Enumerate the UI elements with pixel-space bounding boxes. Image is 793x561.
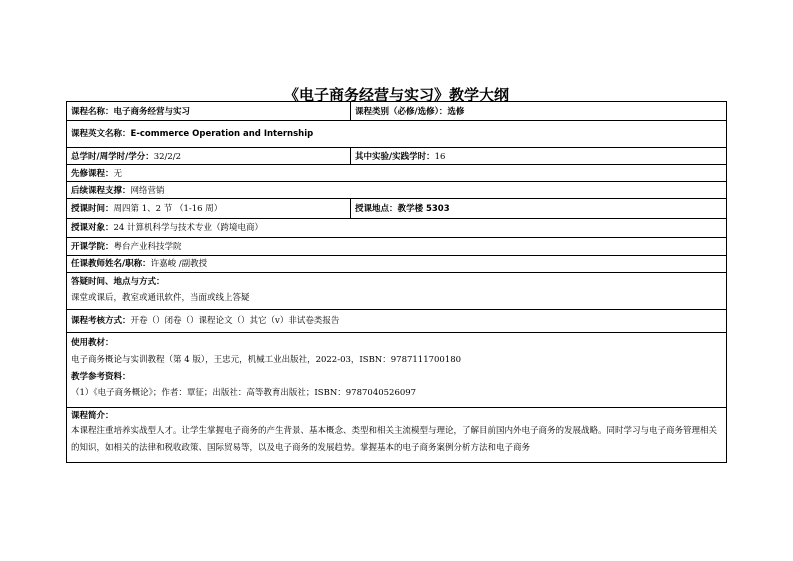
- place-row: 授课地点：教学楼 5303: [355, 204, 450, 214]
- qa-value: 课堂或课后，教室或通讯软件，当面或线上答疑: [71, 293, 250, 303]
- page-title: 《电子商务经营与实习》教学大纲: [283, 86, 509, 104]
- followup-row: 后续课程支撑：网络营销: [71, 186, 165, 196]
- prereq-row: 先修课程：无: [71, 169, 123, 179]
- college-row: 开课学院：粤台产业科技学院: [71, 242, 182, 252]
- references-value: （1）《电子商务概论》；作者：覃征；出版社：高等教育出版社；ISBN：9787040526097: [71, 388, 417, 398]
- time-row: 授课时间：周四第 1、2 节 （1-16 周）: [71, 204, 223, 214]
- course-en-row: 课程英文名称：E-commerce Operation and Internship: [71, 129, 314, 139]
- references-label: 教学参考资料：: [71, 372, 131, 382]
- course-name-row: 课程名称：电子商务经营与实习: [71, 107, 191, 117]
- intro-label: 课程简介：: [71, 411, 114, 421]
- assess-row: 课程考核方式：开卷（）闭卷（）课程论文（）其它（v）非试卷类报告: [71, 316, 340, 326]
- hours-row: 总学时/周学时/学分：32/2/2: [71, 152, 182, 162]
- target-row: 授课对象：24 计算机科学与技术专业（跨境电商）: [71, 223, 264, 233]
- qa-label: 答疑时间、地点与方式：: [71, 277, 165, 287]
- teacher-row: 任课教师姓名/职称：许嘉峻 /副教授: [71, 259, 208, 269]
- textbook-label: 使用教材：: [71, 338, 114, 348]
- course-type-row: 课程类别（必修/选修）：选修: [355, 107, 465, 117]
- syllabus-table: [66, 101, 727, 463]
- lab-hours-row: 其中实验/实践学时：16: [355, 152, 446, 162]
- textbook-value: 电子商务概论与实训教程（第 4 版），王忠元，机械工业出版社，2022-03，ISBN：9787111700180: [71, 355, 462, 365]
- intro-text: 本课程注重培养实战型人才。让学生掌握电子商务的产生背景、基本概念、类型和相关主流模型与理论，了解目前国内外电子商务的发展战略。同时学习与电子商务管理相关的知识，如相关的法律和税收政策、国际贸易等，以及电子商务的发展趋势。掌握基本的电子商务案例分析方法和电子商务: [71, 426, 718, 453]
